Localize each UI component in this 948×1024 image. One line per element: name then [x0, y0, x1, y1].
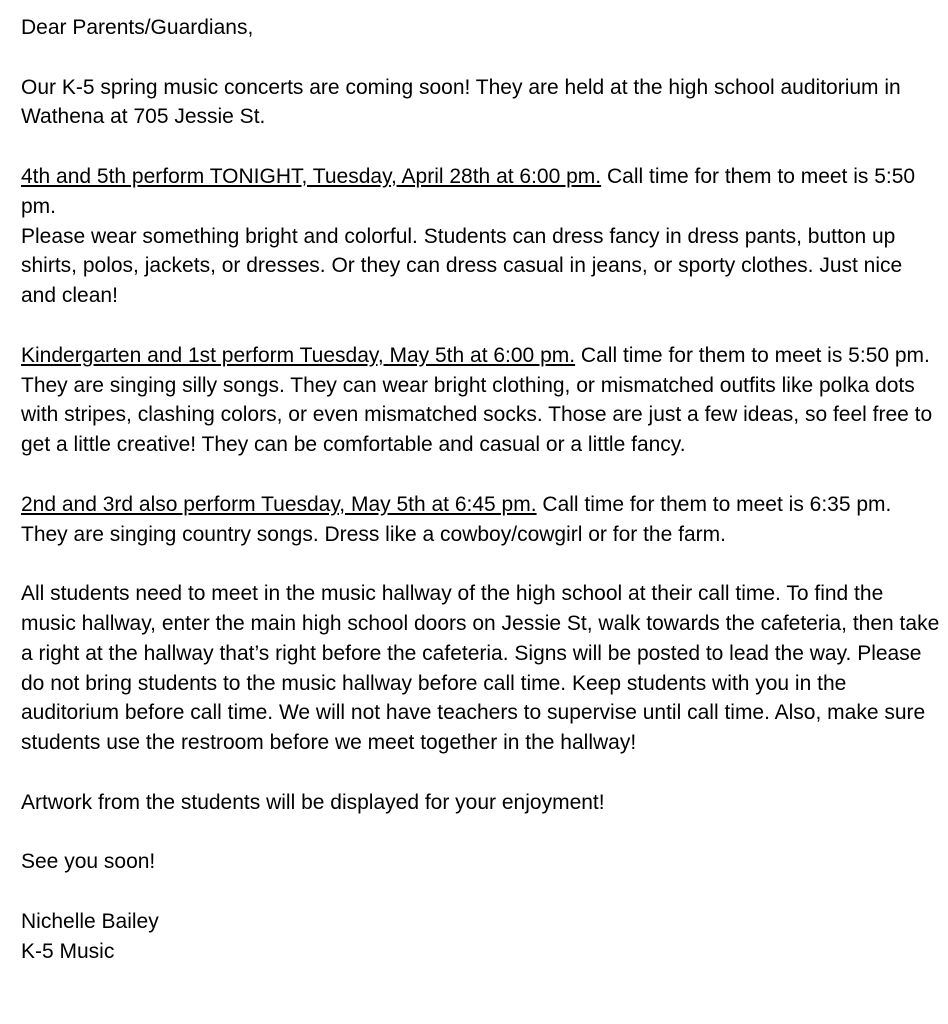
paragraph-gap: [21, 877, 941, 907]
section-2nd-3rd-heading: 2nd and 3rd also perform Tuesday, May 5th at 6:45 pm.: [21, 492, 537, 516]
paragraph-gap: [21, 460, 941, 490]
intro-paragraph: Our K-5 spring music concerts are coming soon! They are held at the high school auditorium in Wathena at 705 Jessie St.: [21, 75, 901, 129]
section-2nd-3rd: [21, 490, 941, 550]
section-k-1st: [21, 341, 941, 460]
paragraph-gap: [21, 132, 941, 162]
letter-body: [21, 13, 941, 967]
signature-name: Nichelle Bailey: [21, 909, 159, 933]
section-2nd-3rd-body: Call time for them to meet is 6:35 pm. They are singing country songs. Dress like a cowboy/cowgirl or for the farm.: [21, 492, 892, 546]
section-4th-5th: [21, 162, 941, 222]
paragraph-gap: [21, 549, 941, 579]
greeting: Dear Parents/Guardians,: [21, 16, 254, 39]
paragraph-gap: [21, 818, 941, 848]
paragraph-gap: [21, 311, 941, 341]
paragraph-gap: [21, 43, 941, 73]
section-4th-5th-dress: Please wear something bright and colorful. Students can dress fancy in dress pants, button up shirts, polos, jackets, or dresses. Or they can dress casual in jeans, or sporty clothes. Just nice and clean!: [21, 224, 903, 308]
section-4th-5th-heading: 4th and 5th perform TONIGHT, Tuesday, April 28th at 6:00 pm.: [21, 164, 602, 188]
signature-title: K-5 Music: [21, 939, 115, 963]
closing-line: See you soon!: [21, 850, 156, 874]
artwork-paragraph: Artwork from the students will be displayed for your enjoyment!: [21, 790, 605, 814]
section-k-1st-heading: Kindergarten and 1st perform Tuesday, May 5th at 6:00 pm.: [21, 343, 576, 367]
section-4th-5th-call-time: Call time for them to meet is 5:50 pm.: [21, 164, 916, 218]
paragraph-gap: [21, 758, 941, 788]
section-k-1st-body: Call time for them to meet is 5:50 pm. They are singing silly songs. They can wear bright clothing, or mismatched outfits like polka dots with stripes, clashing colors, or even mismatched socks. Those are just a few ideas, so feel free to get a little creative! They can be comfortable and casual or a little fancy.: [21, 343, 933, 457]
logistics-paragraph: All students need to meet in the music hallway of the high school at their call time. To find the music hallway, enter the main high school doors on Jessie St, walk towards the cafeteria, then take a right at the hallway that’s right before the cafeteria. Signs will be posted to lead the way. Please do not bring students to the music hallway before call time. Keep students with you in the auditorium before call time. We will not have teachers to supervise until call time. Also, make sure students use the restroom before we meet together in the hallway!: [21, 582, 940, 755]
